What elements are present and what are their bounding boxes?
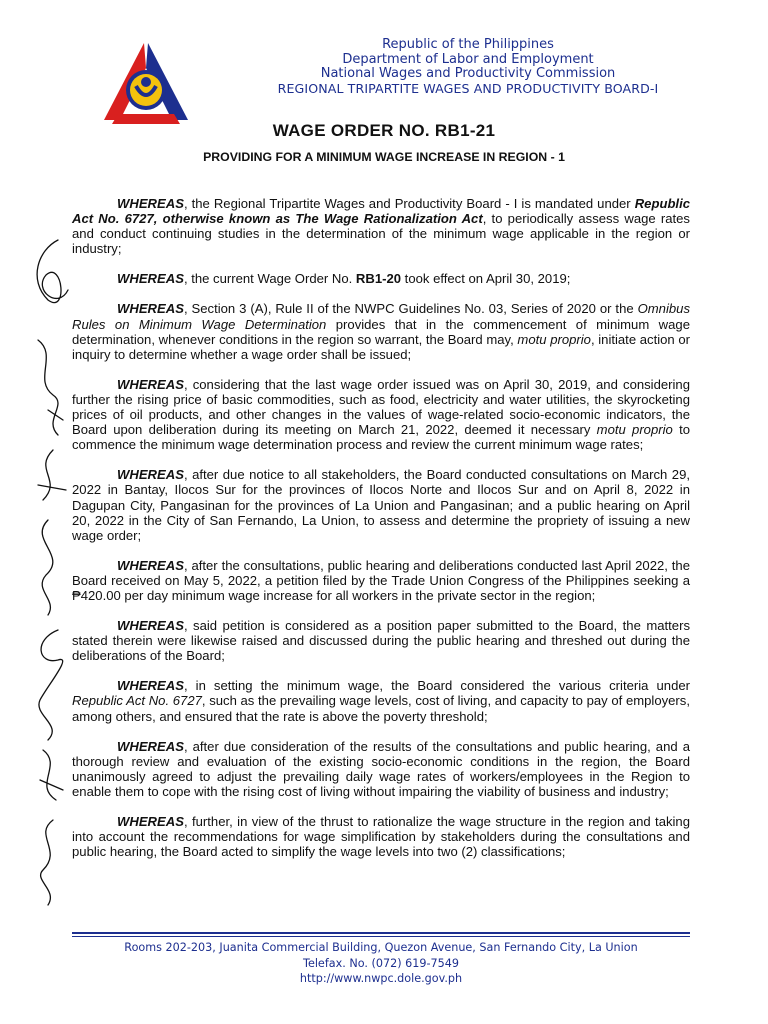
agency-line-board: REGIONAL TRIPARTITE WAGES AND PRODUCTIVITY BOARD-I xyxy=(277,80,659,96)
paragraph-text: , after due notice to all stakeholders, the Board conducted consultations on March 29, 2022 in Bantay, Ilocos Sur for the provinces of Ilocos Norte and Ilocos Sur and on April 8, 2022 in Dagupan City, Pangasinan for the provinces of La Union and Pangasinan; and a public hearing on April 20, 2022 in the City of San Fernando, La Union, to assess and determine the propriety of issuing a new wage order; xyxy=(72,467,690,543)
whereas-keyword: WHEREAS xyxy=(117,618,184,634)
dole-logo xyxy=(100,40,192,126)
paragraph-text: , in setting the minimum wage, the Board considered the various criteria under xyxy=(183,678,690,694)
paragraph-text: , to periodically assess wage rates and conduct continuing studies in the determination of the minimum wage applicable in the region or industry; xyxy=(72,211,690,257)
footer xyxy=(72,940,690,987)
paragraph-text: , after due consideration of the results of the consultations and public hearing, and a thorough review and evaluation of the existing socio-economic conditions in the region, the Board unanimously agreed to adjust the prevailing daily wage rates of workers/employees in the Region to enable them to cope with the rising cost of living without impairing the viability of business and industry; xyxy=(72,738,690,799)
whereas-paragraph xyxy=(72,377,690,452)
law-reference: Republic Act No. 6727 xyxy=(72,693,202,709)
footer-telefax: Telefax. No. (072) 619-7549 xyxy=(303,956,459,970)
paragraph-text: , Section 3 (A), Rule II of the NWPC Guidelines No. 03, Series of 2020 or the xyxy=(183,301,638,317)
whereas-keyword: WHEREAS xyxy=(117,301,184,317)
rules-reference: Omnibus Rules on Minimum Wage Determination xyxy=(72,301,690,332)
whereas-keyword: WHEREAS xyxy=(117,467,184,483)
whereas-paragraph xyxy=(72,196,690,256)
paragraph-text: took effect on April 30, 2019; xyxy=(401,271,571,287)
paragraph-text: provides that in the commencement of minimum wage determination, whenever conditions in the region so warrant, the Board may, xyxy=(72,316,690,347)
paragraph-text: to commence the minimum wage determination process and review the current minimum wage rates; xyxy=(72,422,690,453)
whereas-paragraph xyxy=(72,467,690,542)
paragraph-text: , said petition is considered as a position paper submitted to the Board, the matters stated therein were likewise raised and discussed during the public hearing and threshed out during the deliberations of the Board; xyxy=(72,618,690,664)
paragraph-text: , considering that the last wage order issued was on April 30, 2019, and considering further the rising price of basic commodities, such as food, electricity and water utilities, the skyrocketing prices of oil products, and other changes in the values of wage-related socio-economic indicators, the Board upon deliberation during its meeting on March 21, 2022, deemed it necessary xyxy=(72,376,690,438)
whereas-paragraph xyxy=(72,558,690,603)
whereas-keyword: WHEREAS xyxy=(117,196,184,211)
whereas-paragraph xyxy=(72,678,690,723)
document-body xyxy=(72,196,690,874)
agency-line-department: Department of Labor and Employment xyxy=(342,51,594,67)
wage-order-reference: RB1-20 xyxy=(355,271,402,287)
paragraph-text: , further, in view of the thrust to rationalize the wage structure in the region and taking into account the recommendations for wage simplification by stakeholders during the consultations and public hearing, the Board acted to simplify the wage levels into two (2) classifications; xyxy=(72,814,690,860)
whereas-paragraph xyxy=(72,814,690,859)
whereas-keyword: WHEREAS xyxy=(117,814,184,829)
whereas-paragraph xyxy=(72,618,690,663)
whereas-paragraph xyxy=(72,739,690,799)
agency-line-republic: Republic of the Philippines xyxy=(382,37,554,52)
paragraph-text: , the current Wage Order No. xyxy=(183,271,356,287)
whereas-keyword: WHEREAS xyxy=(117,557,184,573)
document-subtitle: PROVIDING FOR A MINIMUM WAGE INCREASE IN REGION - 1 xyxy=(203,150,565,164)
paragraph-text: , initiate action or inquiry to determine whether a wage order shall be issued; xyxy=(72,331,690,362)
footer-rule xyxy=(72,932,690,934)
paragraph-text: , the Regional Tripartite Wages and Productivity Board - I is mandated under xyxy=(183,196,635,211)
paragraph-text: , after the consultations, public hearing and deliberations conducted last April 2022, the Board received on May 5, 2022, a petition filed by the Trade Union Congress of the Philippines seeking a ₱420.00 per day minimum wage increase for all workers in the private sector in the region; xyxy=(72,557,690,603)
law-reference: Republic Act No. 6727, otherwise known as The Wage Rationalization Act xyxy=(72,196,690,227)
latin-term: motu proprio xyxy=(596,422,673,438)
agency-header xyxy=(208,38,728,96)
handwritten-signatures xyxy=(18,220,76,910)
whereas-paragraph xyxy=(72,301,690,361)
agency-line-commission: National Wages and Productivity Commission xyxy=(320,66,616,81)
latin-term: motu proprio xyxy=(517,331,591,347)
footer-url[interactable]: http://www.nwpc.dole.gov.ph xyxy=(299,972,463,985)
whereas-keyword: WHEREAS xyxy=(117,376,184,392)
paragraph-text: , such as the prevailing wage levels, cost of living, and capacity to pay of employers, among others, and ensured that the rate is above the poverty threshold; xyxy=(72,693,690,724)
document-title: WAGE ORDER NO. RB1-21 xyxy=(272,121,496,140)
whereas-keyword: WHEREAS xyxy=(117,738,184,754)
whereas-keyword: WHEREAS xyxy=(117,271,184,287)
whereas-keyword: WHEREAS xyxy=(117,678,184,694)
whereas-paragraph xyxy=(72,271,690,286)
footer-rule-thin xyxy=(72,936,690,937)
footer-address: Rooms 202-203, Juanita Commercial Building, Quezon Avenue, San Fernando City, La Union xyxy=(124,941,638,954)
